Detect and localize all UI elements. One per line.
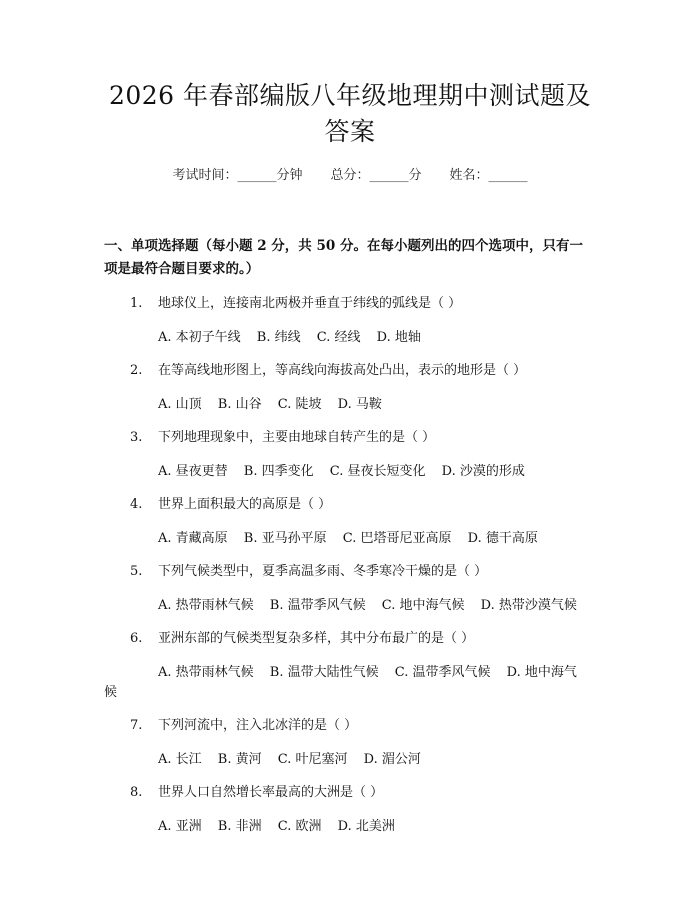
question-text: 世界人口自然增长率最高的大洲是（ ） [158, 785, 384, 800]
question-stem [104, 783, 596, 803]
question-item [104, 562, 596, 616]
question-stem [104, 428, 596, 448]
option-a: A. 长江 [158, 752, 202, 767]
question-text: 下列气候类型中，夏季高温多雨、冬季寒冷干燥的是（ ） [158, 564, 488, 579]
question-item [104, 294, 596, 348]
option-d: D. 德干高原 [467, 531, 538, 546]
question-number: 6. [130, 631, 143, 646]
page-title: 2026 年春部编版八年级地理期中测试题及答案 [108, 81, 592, 146]
option-a: A. 热带雨林气候 [158, 665, 254, 680]
question-item [104, 495, 596, 549]
option-c: C. 陡坡 [277, 397, 322, 412]
question-number: 1. [130, 296, 143, 311]
option-c: C. 经线 [316, 330, 361, 345]
question-list [104, 294, 596, 837]
question-item [104, 716, 596, 770]
exam-time: 考试时间：______分钟 [172, 168, 303, 183]
question-number: 5. [130, 564, 143, 579]
option-a: A. 热带雨林气候 [158, 598, 254, 613]
question-stem [104, 361, 596, 381]
question-number: 3. [130, 430, 143, 445]
question-number: 8. [130, 785, 143, 800]
section-heading: 一、单项选择题（每小题 2 分，共 50 分。在每小题列出的四个选项中，只有一项是最符合题目要求的。） [104, 238, 583, 277]
question-number: 4. [130, 497, 143, 512]
question-options [104, 817, 596, 837]
option-d: D. 地轴 [376, 330, 421, 345]
question-item [104, 361, 596, 415]
option-b: B. 温带大陆性气候 [269, 665, 379, 680]
question-item [104, 629, 596, 703]
option-d: D. 马鞍 [337, 397, 382, 412]
option-b: B. 温带季风气候 [269, 598, 366, 613]
option-d: D. 北美洲 [337, 819, 395, 834]
exam-name: 姓名：______ [449, 168, 528, 183]
option-d: D. 热带沙漠气候 [480, 598, 577, 613]
option-a: A. 亚洲 [158, 819, 202, 834]
question-options [104, 529, 596, 549]
question-text: 下列河流中，注入北冰洋的是（ ） [158, 718, 358, 733]
question-text: 下列地理现象中，主要由地球自转产生的是（ ） [158, 430, 436, 445]
question-options [104, 750, 596, 770]
question-text: 在等高线地形图上，等高线向海拔高处凸出，表示的地形是（ ） [158, 363, 527, 378]
question-text: 亚洲东部的气候类型复杂多样，其中分布最广的是（ ） [158, 631, 475, 646]
question-item [104, 428, 596, 482]
question-options [104, 663, 596, 703]
question-options [104, 462, 596, 482]
option-b: B. 四季变化 [243, 464, 314, 479]
option-a: A. 山顶 [158, 397, 202, 412]
exam-meta [104, 164, 596, 183]
option-d: D. 沙漠的形成 [441, 464, 525, 479]
question-stem [104, 495, 596, 515]
option-b: B. 黄河 [217, 752, 262, 767]
option-c: C. 昼夜长短变化 [329, 464, 426, 479]
option-a: A. 青藏高原 [158, 531, 228, 546]
option-c: C. 欧洲 [277, 819, 322, 834]
option-c: C. 温带季风气候 [394, 665, 491, 680]
question-stem [104, 294, 596, 314]
option-b: B. 纬线 [256, 330, 301, 345]
question-item [104, 783, 596, 837]
question-stem [104, 716, 596, 736]
option-a: A. 昼夜更替 [158, 464, 228, 479]
question-options [104, 328, 596, 348]
option-b: B. 非洲 [217, 819, 262, 834]
option-c: C. 地中海气候 [381, 598, 465, 613]
option-d: D. 地中海气候 [104, 665, 577, 700]
question-options [104, 395, 596, 415]
question-stem [104, 629, 596, 649]
question-number: 2. [130, 363, 143, 378]
question-number: 7. [130, 718, 143, 733]
exam-score: 总分：______分 [330, 168, 422, 183]
question-text: 世界上面积最大的高原是（ ） [158, 497, 332, 512]
option-a: A. 本初子午线 [158, 330, 241, 345]
question-stem [104, 562, 596, 582]
option-b: B. 亚马孙平原 [243, 531, 327, 546]
option-d: D. 湄公河 [363, 752, 421, 767]
option-c: C. 叶尼塞河 [277, 752, 348, 767]
question-options [104, 596, 596, 616]
option-c: C. 巴塔哥尼亚高原 [342, 531, 452, 546]
question-text: 地球仪上，连接南北两极并垂直于纬线的弧线是（ ） [158, 296, 462, 311]
option-b: B. 山谷 [217, 397, 262, 412]
